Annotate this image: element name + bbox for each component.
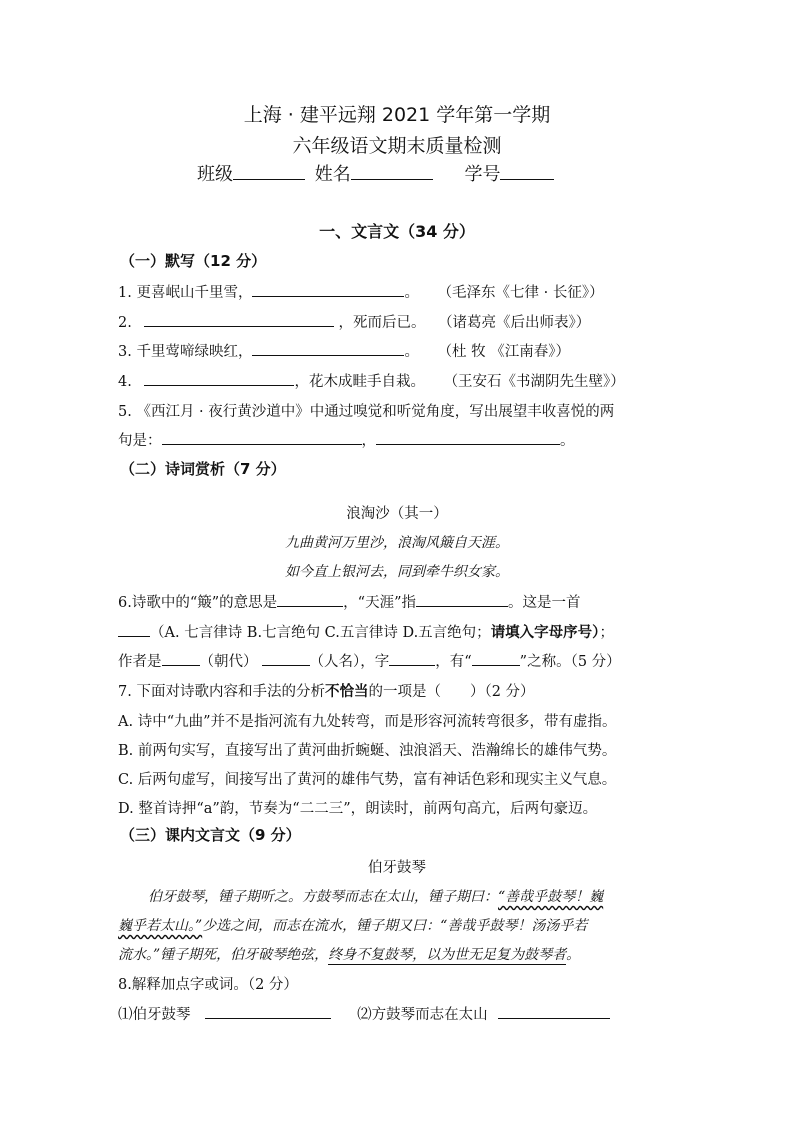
part2-heading: （二）诗词赏析（7 分） — [120, 460, 286, 478]
section-heading: 一、文言文（34 分） — [319, 222, 475, 241]
q1-num: 1. — [118, 285, 132, 301]
passage-text: 流水。”锺子期死，伯牙破琴绝弦， — [118, 947, 329, 963]
q6-line3 — [118, 650, 621, 671]
passage-end: 。 — [566, 947, 581, 963]
q1-source: （毛泽东《七律 · 长征》） — [437, 285, 604, 301]
q2-text: ，死而后已。 — [338, 315, 426, 331]
q8-items — [118, 1003, 610, 1024]
q6-text-b: ，“天涯”指 — [343, 595, 416, 611]
q7-stem — [118, 680, 535, 701]
poem-line-2: 如今直上银河去，同到牵牛织女家。 — [285, 564, 509, 580]
text-title: 伯牙鼓琴 — [368, 860, 426, 876]
q6-text-a: 6.诗歌中的“簸”的意思是 — [118, 595, 278, 611]
q6-text-e1: 作者是 — [118, 654, 162, 670]
q8-item-1: ⑴伯牙鼓琴 — [118, 1007, 191, 1023]
poem-line-1: 九曲黄河万里沙，浪淘风簸自天涯。 — [285, 535, 509, 551]
poem-title: 浪淘沙（其一） — [346, 506, 448, 522]
exam-subtitle: 六年级语文期末质量检测 — [292, 135, 502, 157]
q4-blank[interactable] — [144, 371, 294, 386]
q5-line2 — [118, 429, 575, 450]
q6-blank-6[interactable] — [389, 651, 435, 666]
q6-text-e5: ”之称。（5 分） — [519, 654, 621, 670]
q6-blank-3[interactable] — [118, 622, 150, 637]
q6-text-c: 。这是一首 — [508, 595, 581, 611]
q4-source: （王安石《书湖阴先生壁》） — [443, 374, 625, 390]
q5-prefix: 句是： — [118, 433, 162, 449]
q6-blank-2[interactable] — [416, 592, 508, 607]
q8-blank-2[interactable] — [498, 1004, 610, 1019]
q7-keyword: 不恰当 — [324, 683, 369, 700]
q4 — [118, 370, 625, 391]
q4-num: 4. — [118, 374, 132, 390]
q5-blank-2[interactable] — [376, 430, 560, 445]
q7-option-c[interactable]: C. 后两句虚写，间接写出了黄河的雄伟气势，富有神话色彩和现实主义气息。 — [118, 772, 617, 788]
q2-num: 2. — [118, 315, 132, 331]
q6-blank-4[interactable] — [162, 651, 200, 666]
q6-line1 — [118, 591, 581, 612]
q2-source: （诸葛亮《后出师表》） — [438, 315, 591, 331]
name-label: 姓名 — [314, 164, 351, 185]
id-label: 学号 — [464, 164, 501, 185]
q5-blank-1[interactable] — [162, 430, 362, 445]
q1-blank[interactable] — [252, 282, 404, 297]
q6-text-e2: （朝代） — [199, 654, 258, 670]
passage-line-2 — [118, 915, 587, 935]
q2 — [118, 311, 590, 332]
passage-line-3 — [118, 944, 580, 964]
q3-text: 千里莺啼绿映红， — [136, 344, 253, 360]
q4-text: ，花木成畦手自栽。 — [294, 374, 425, 390]
passage-wavy-1: “善哉乎鼓琴！巍 — [498, 889, 604, 905]
q6-instruction: 请填入字母序号） — [490, 624, 600, 641]
q3 — [118, 340, 570, 361]
q7-option-d[interactable]: D. 整首诗押“a”韵，节奏为“二二三”，朗读时，前两句高亢，后两句豪迈。 — [118, 801, 598, 817]
student-info-row — [197, 160, 554, 186]
class-label: 班级 — [197, 164, 233, 185]
q6-line2 — [118, 621, 614, 642]
q6-blank-1[interactable] — [277, 592, 343, 607]
q6-text-d-end: ； — [599, 625, 614, 641]
q1-text: 更喜岷山千里雪， — [136, 285, 253, 301]
class-blank[interactable] — [233, 165, 305, 180]
q6-text-e3: （人名），字 — [309, 654, 390, 670]
q2-blank[interactable] — [144, 312, 334, 327]
part3-heading: （三）课内文言文（9 分） — [120, 826, 301, 844]
q7-option-a[interactable]: A. 诗中“九曲”并不是指河流有九处转弯，而是形容河流转弯很多，带有虚指。 — [118, 714, 617, 730]
passage-text: 少选之间，而志在流水，锺子期又曰：“善哉乎鼓琴！汤汤乎若 — [202, 918, 588, 934]
name-blank[interactable] — [351, 165, 433, 180]
q1 — [118, 281, 604, 302]
q8-item-2: ⑵方鼓琴而志在太山 — [357, 1007, 488, 1023]
q3-blank[interactable] — [252, 341, 404, 356]
id-blank[interactable] — [500, 165, 554, 180]
passage-underlined: 终身不复鼓琴，以为世无足复为鼓琴者 — [328, 947, 567, 963]
passage-wavy-2: 巍乎若太山。” — [118, 918, 203, 934]
q1-end: 。 — [404, 285, 419, 301]
q5-mid: ， — [361, 433, 376, 449]
q8-stem: 8.解释加点字或词。（2 分） — [118, 977, 298, 993]
q5-end: 。 — [560, 433, 575, 449]
part1-heading: （一）默写（12 分） — [120, 252, 267, 270]
q7-text-a: 7. 下面对诗歌内容和手法的分析 — [118, 684, 325, 700]
q7-text-b: 的一项是（ ）（2 分） — [368, 684, 535, 700]
q3-source: （杜 牧 《江南春》） — [437, 344, 571, 360]
q5-line1: 5. 《西江月 · 夜行黄沙道中》中通过嗅觉和听觉角度，写出展望丰收喜悦的两 — [118, 404, 615, 420]
passage-text: 伯牙鼓琴，锺子期听之。方鼓琴而志在太山，锺子期曰： — [148, 889, 498, 905]
exam-title: 上海 · 建平远翔 2021 学年第一学期 — [243, 104, 551, 126]
q6-blank-7[interactable] — [472, 651, 520, 666]
q6-text-e4: ，有“ — [435, 654, 472, 670]
q6-text-d: （A. 七言律诗 B.七言绝句 C.五言律诗 D.五言绝句； — [150, 625, 491, 641]
q7-option-b[interactable]: B. 前两句实写，直接写出了黄河曲折蜿蜒、浊浪滔天、浩瀚绵长的雄伟气势。 — [118, 743, 617, 759]
q3-end: 。 — [404, 344, 419, 360]
q3-num: 3. — [118, 344, 132, 360]
passage-line-1 — [148, 886, 603, 906]
q8-blank-1[interactable] — [205, 1004, 331, 1019]
q6-blank-5[interactable] — [262, 651, 310, 666]
